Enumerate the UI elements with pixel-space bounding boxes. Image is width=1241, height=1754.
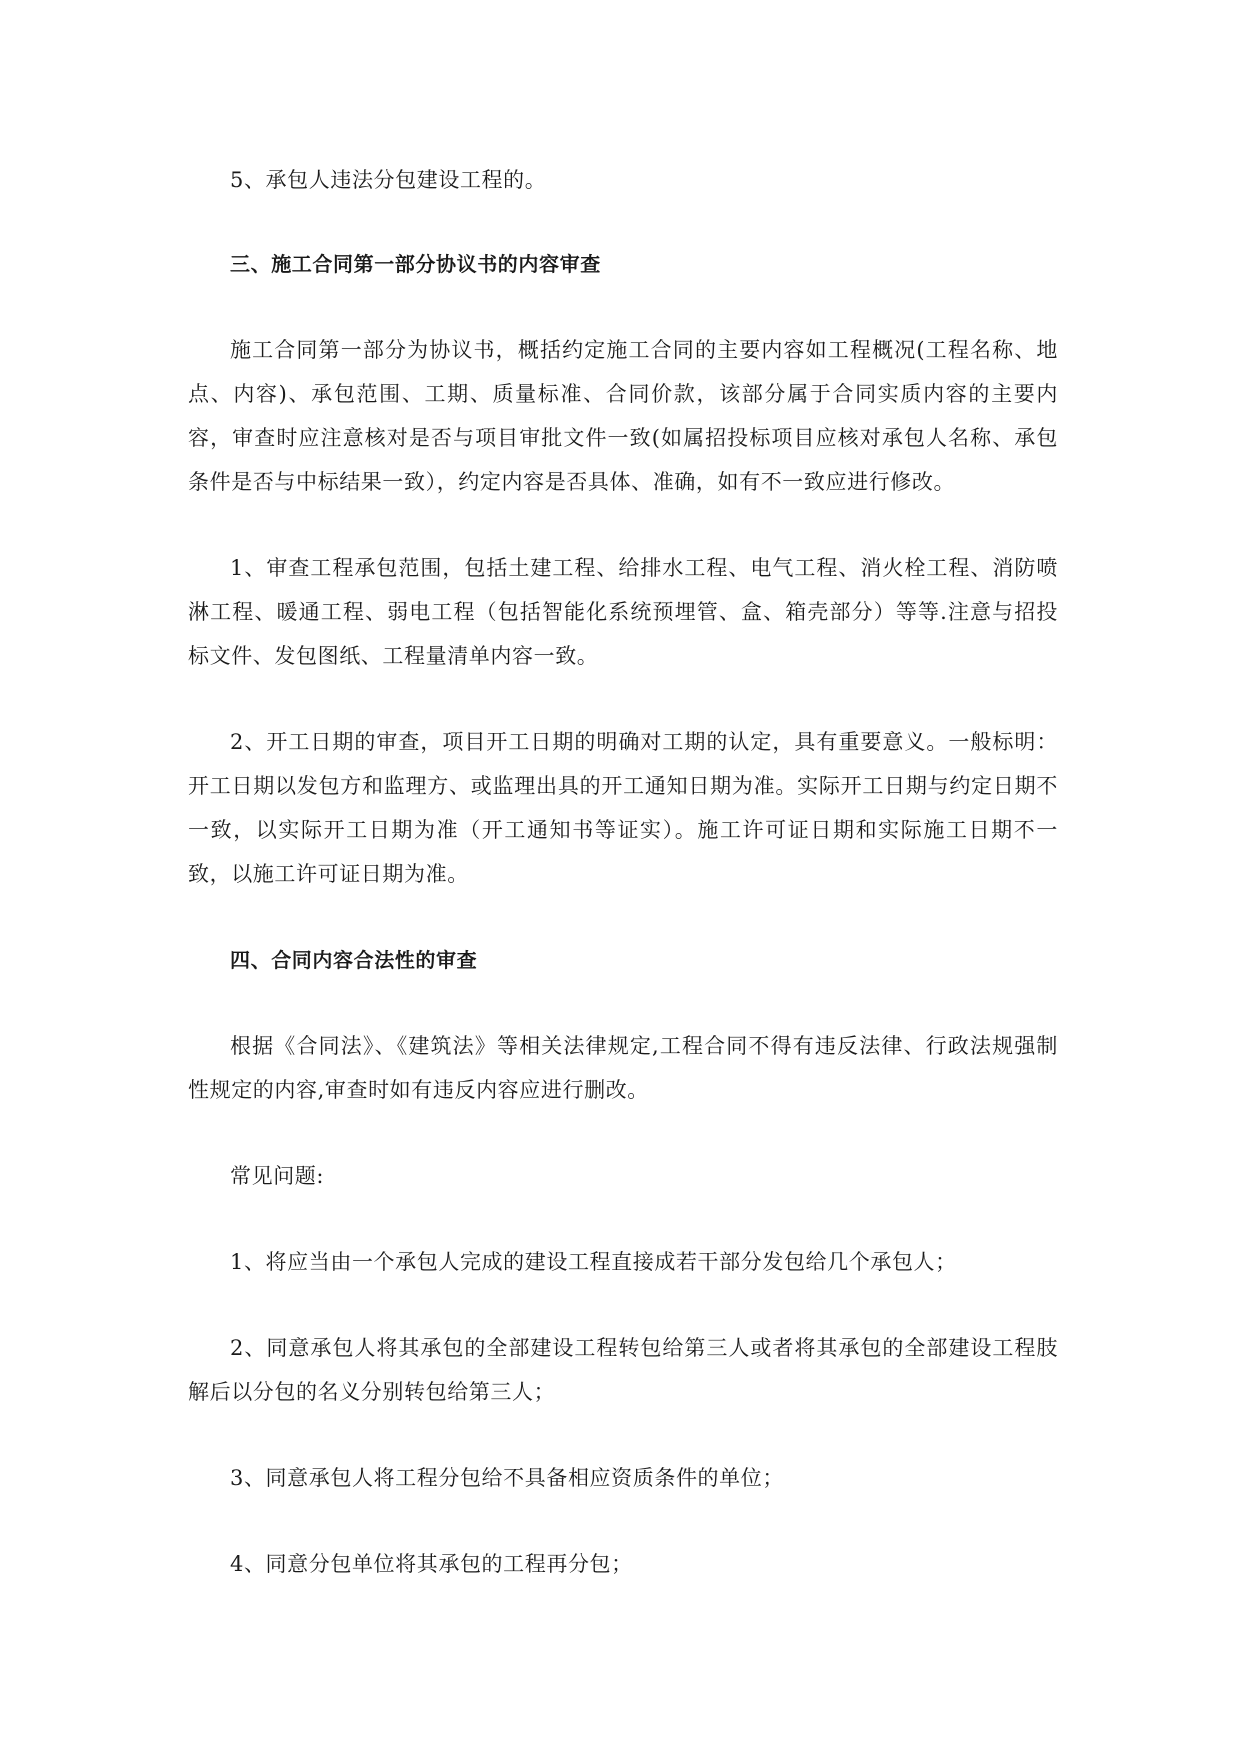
document-body <box>188 158 1058 1628</box>
paragraph-legality-review: 根据《合同法》、《建筑法》等相关法律规定,工程合同不得有违反法律、行政法规强制性规定的内容,审查时如有违反内容应进行删改。 <box>188 1034 1058 1102</box>
paragraph-scope-review: 1、审查工程承包范围，包括土建工程、给排水工程、电气工程、消火栓工程、消防喷淋工程、暖通工程、弱电工程（包括智能化系统预埋管、盒、箱壳部分）等等.注意与招投标文件、发包图纸、工程量清单内容一致。 <box>188 556 1058 668</box>
list-item-issue-3: 3、同意承包人将工程分包给不具备相应资质条件的单位； <box>230 1466 784 1490</box>
list-item-issue-1: 1、将应当由一个承包人完成的建设工程直接成若干部分发包给几个承包人； <box>230 1250 957 1274</box>
paragraph-item-5: 5、承包人违法分包建设工程的。 <box>230 168 547 192</box>
section-heading-3: 三、施工合同第一部分协议书的内容审查 <box>230 252 601 276</box>
paragraph-agreement-overview: 施工合同第一部分为协议书，概括约定施工合同的主要内容如工程概况(工程名称、地点、内容)、承包范围、工期、质量标准、合同价款，该部分属于合同实质内容的主要内容，审查时应注意核对是否与项目审批文件一致(如属招投标项目应核对承包人名称、承包条件是否与中标结果一致），约定内容是否具体、准确，如有不一致应进行修改。 <box>188 338 1058 494</box>
paragraph-start-date-review: 2、开工日期的审查，项目开工日期的明确对工期的认定，具有重要意义。一般标明：开工日期以发包方和监理方、或监理出具的开工通知日期为准。实际开工日期与约定日期不一致，以实际开工日期为准（开工通知书等证实）。施工许可证日期和实际施工日期不一致，以施工许可证日期为准。 <box>188 730 1058 886</box>
paragraph-common-issues-label: 常见问题: <box>230 1164 325 1188</box>
section-heading-4: 四、合同内容合法性的审查 <box>230 948 478 972</box>
list-item-issue-4: 4、同意分包单位将其承包的工程再分包； <box>230 1552 633 1576</box>
list-item-issue-2: 2、同意承包人将其承包的全部建设工程转包给第三人或者将其承包的全部建设工程肢解后以分包的名义分别转包给第三人； <box>188 1336 1058 1404</box>
